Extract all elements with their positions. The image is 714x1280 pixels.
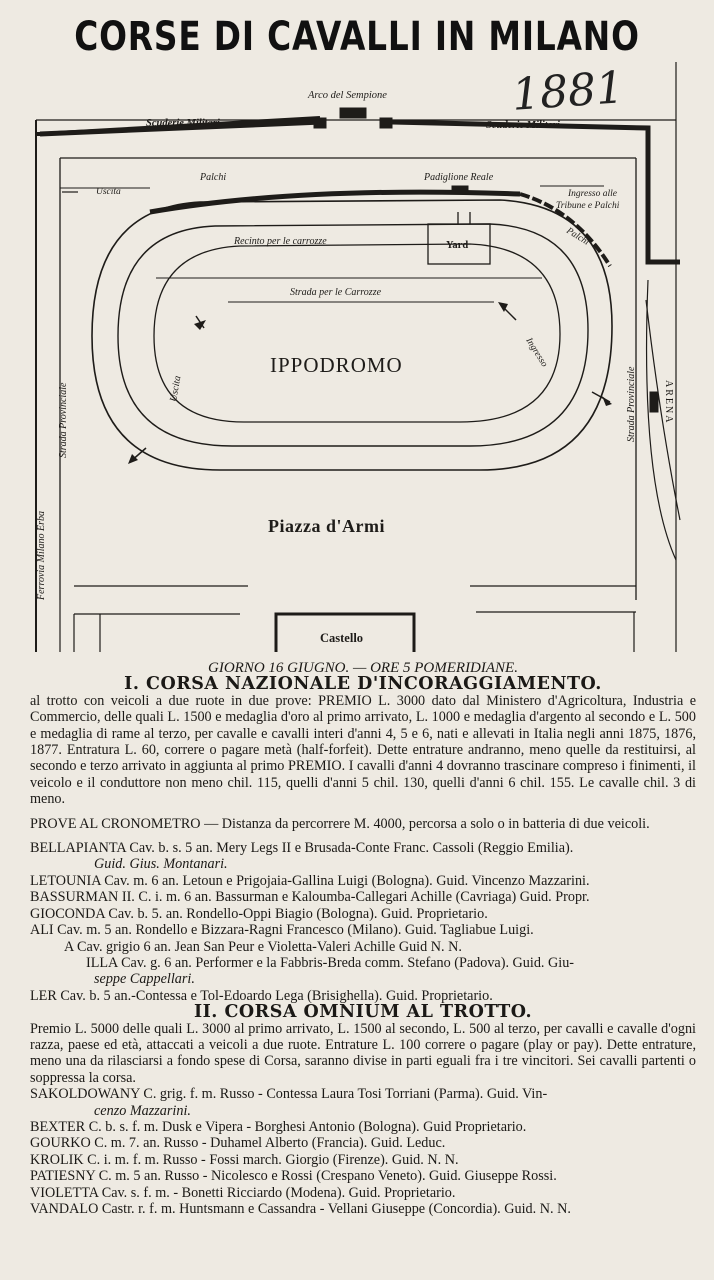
entry-violetta: VIOLETTA Cav. s. f. m. - Bonetti Ricciardo (Modena). Guid. Proprietario.: [30, 1184, 456, 1201]
entry-ali: ALI Cav. m. 5 an. Rondello e Bizzara-Ragni Francesco (Milano). Guid. Tagliabue Luigi.: [30, 922, 534, 939]
entry-illa: ILLA Cav. g. 6 an. Performer e la Fabbris-Breda comm. Stefano (Padova). Guid. Giu-: [86, 954, 575, 971]
label-palchi-right: Palchi: [564, 226, 591, 248]
entry-gioconda: GIOCONDA Cav. b. 5. an. Rondello-Oppi Biagio (Bologna). Guid. Proprietario.: [30, 905, 488, 922]
entry-bellapianta-driver: Guid. Gius. Montanari.: [94, 856, 228, 873]
entry-vandalo: VANDALO Castr. r. f. m. Huntsmann e Cassandra - Vellani Giuseppe (Concordia). Guid. N. N.: [30, 1201, 571, 1217]
entry-bexter: BEXTER C. b. s. f. m. Dusk e Vipera - Borghesi Antonio (Bologna). Guid Proprietario.: [30, 1118, 527, 1135]
label-padiglione: Padiglione Reale: [424, 172, 494, 183]
entry-a-cav: A Cav. grigio 6 an. Jean San Peur e Violetta-Valeri Achille Guid N. N.: [64, 938, 462, 955]
label-arco: Arco del Sempione: [308, 90, 387, 101]
race-1-title: I. CORSA NAZIONALE D'INCORAGGIAMENTO.: [124, 674, 602, 695]
page-title: CORSE DI CAVALLI IN MILANO: [74, 14, 640, 60]
entry-sakoldowany: SAKOLDOWANY C. grig. f. m. Russo - Contessa Laura Tosi Torriani (Parma). Guid. Vin-: [30, 1086, 548, 1103]
label-ingresso-track: Ingresso: [523, 336, 550, 370]
label-yard: Yard: [446, 240, 469, 251]
race-2-title: II. CORSA OMNIUM AL TROTTO.: [193, 1002, 533, 1023]
label-uscita-track: Uscita: [168, 374, 184, 403]
label-palchi: Palchi: [200, 172, 227, 183]
entry-letounia: LETOUNIA Cav. m. 6 an. Letoun e Prigojaia-Gallina Luigi (Bologna). Guid. Vincenzo Mazzarini.: [30, 872, 590, 889]
label-arena: ARENA: [663, 380, 674, 425]
race-date: GIORNO 16 GIUGNO. — ORE 5 POMERIDIANE.: [208, 660, 518, 676]
race-1-prove: PROVE AL CRONOMETRO — Distanza da percorrere M. 4000, percorsa a solo o in batteria di due veicoli.: [30, 815, 650, 832]
entry-krolik: KROLIK C. i. m. f. m. Russo - Fossi march. Giorgio (Firenze). Guid. N. N.: [30, 1151, 459, 1168]
year-handwritten: 1881: [510, 62, 626, 121]
label-recinto: Recinto per le carrozze: [234, 236, 327, 247]
race-program: [30, 660, 696, 1217]
entry-illa-driver: seppe Cappellari.: [94, 971, 195, 988]
label-piazza: Piazza d'Armi: [268, 516, 385, 536]
entry-bellapianta: BELLAPIANTA Cav. b. s. 5 an. Mery Legs II e Brusada-Conte Franc. Cassoli (Reggio Emilia).: [30, 840, 574, 857]
label-ingresso-tribune-2: Tribune e Palchi: [556, 201, 620, 211]
label-ingresso-tribune-1: Ingresso alle: [568, 189, 617, 199]
entry-bassurman: BASSURMAN II. C. i. m. 6 an. Bassurman e Kaloumba-Callegari Achille (Cavriaga) Guid. Propr.: [30, 889, 590, 906]
label-strada-prov-right: Strada Provinciale: [626, 366, 637, 442]
label-uscita-left: Uscita: [96, 187, 121, 197]
label-castello: Castello: [320, 631, 364, 645]
entry-ler: LER Cav. b. 5 an.-Contessa e Tol-Edoardo Lega (Brisighella). Guid. Proprietario.: [30, 987, 493, 1004]
label-scuderie-left: Scuderie Militari: [146, 118, 220, 129]
race-2-conditions: Premio L. 5000 delle quali L. 3000 al primo arrivato, L. 1500 al secondo, L. 500 al terzo, per cavalli e cavalle d'ogni razza, paese ed età, attaccati a veicoli a due ruote. Entrature L. 100 correre o pagare (play or pay). Dette entrature, meno una da rilasciarsi a fondo spese di Corsa, saranno divise in parti eguali fra i tre vincitori. Sei cavalli partenti o soppressa la corsa.: [30, 1020, 696, 1086]
entry-patiesny: PATIESNY C. m. 5 an. Russo - Nicolesco e Rossi (Crespano Veneto). Guid. Giuseppe Rossi.: [30, 1168, 557, 1185]
label-ferrovia: Ferrovia Milano Erba: [36, 510, 47, 600]
label-ippodromo: IPPODROMO: [270, 353, 403, 377]
entry-gourko: GOURKO C. m. 7. an. Russo - Duhamel Alberto (Francia). Guid. Leduc.: [30, 1135, 446, 1152]
label-strada-carrozze: Strada per le Carrozze: [290, 287, 382, 298]
race-1-conditions: al trotto con veicoli a due ruote in due prove: PREMIO L. 3000 dato dal Ministero d'Agricoltura, Industria e Commercio, delle quali L. 1500 e medaglia d'oro al primo arrivato, L. 1000 e medaglia d'argento al secondo e L. 500 e medaglia di rame al terzo, per cavalle e cavalli interi d'anni 4, 5 e 6, nati e allevati in Italia negli anni 1875, 1876, 1877. Entratura L. 60, correre o pagare metà (half-forfeit). Dette entrature andranno, meno quelle da restituirsi, al secondo e terzo arrivato in aggiunta al primo PREMIO. I cavalli d'anni 4 dovranno trascinare compreso i finimenti, il veicolo e il conduttore non meno chil. 115, quelli d'anni 5 chil. 130, quelli d'anni 6 chil. 155. Le cavalle chil. 3 di meno.: [30, 692, 696, 808]
label-scuderie-right: Scuderie Militari: [486, 120, 560, 131]
entry-sakoldowany-driver: cenzo Mazzarini.: [94, 1102, 191, 1119]
label-strada-prov-left: Strada Provinciale: [58, 382, 69, 458]
